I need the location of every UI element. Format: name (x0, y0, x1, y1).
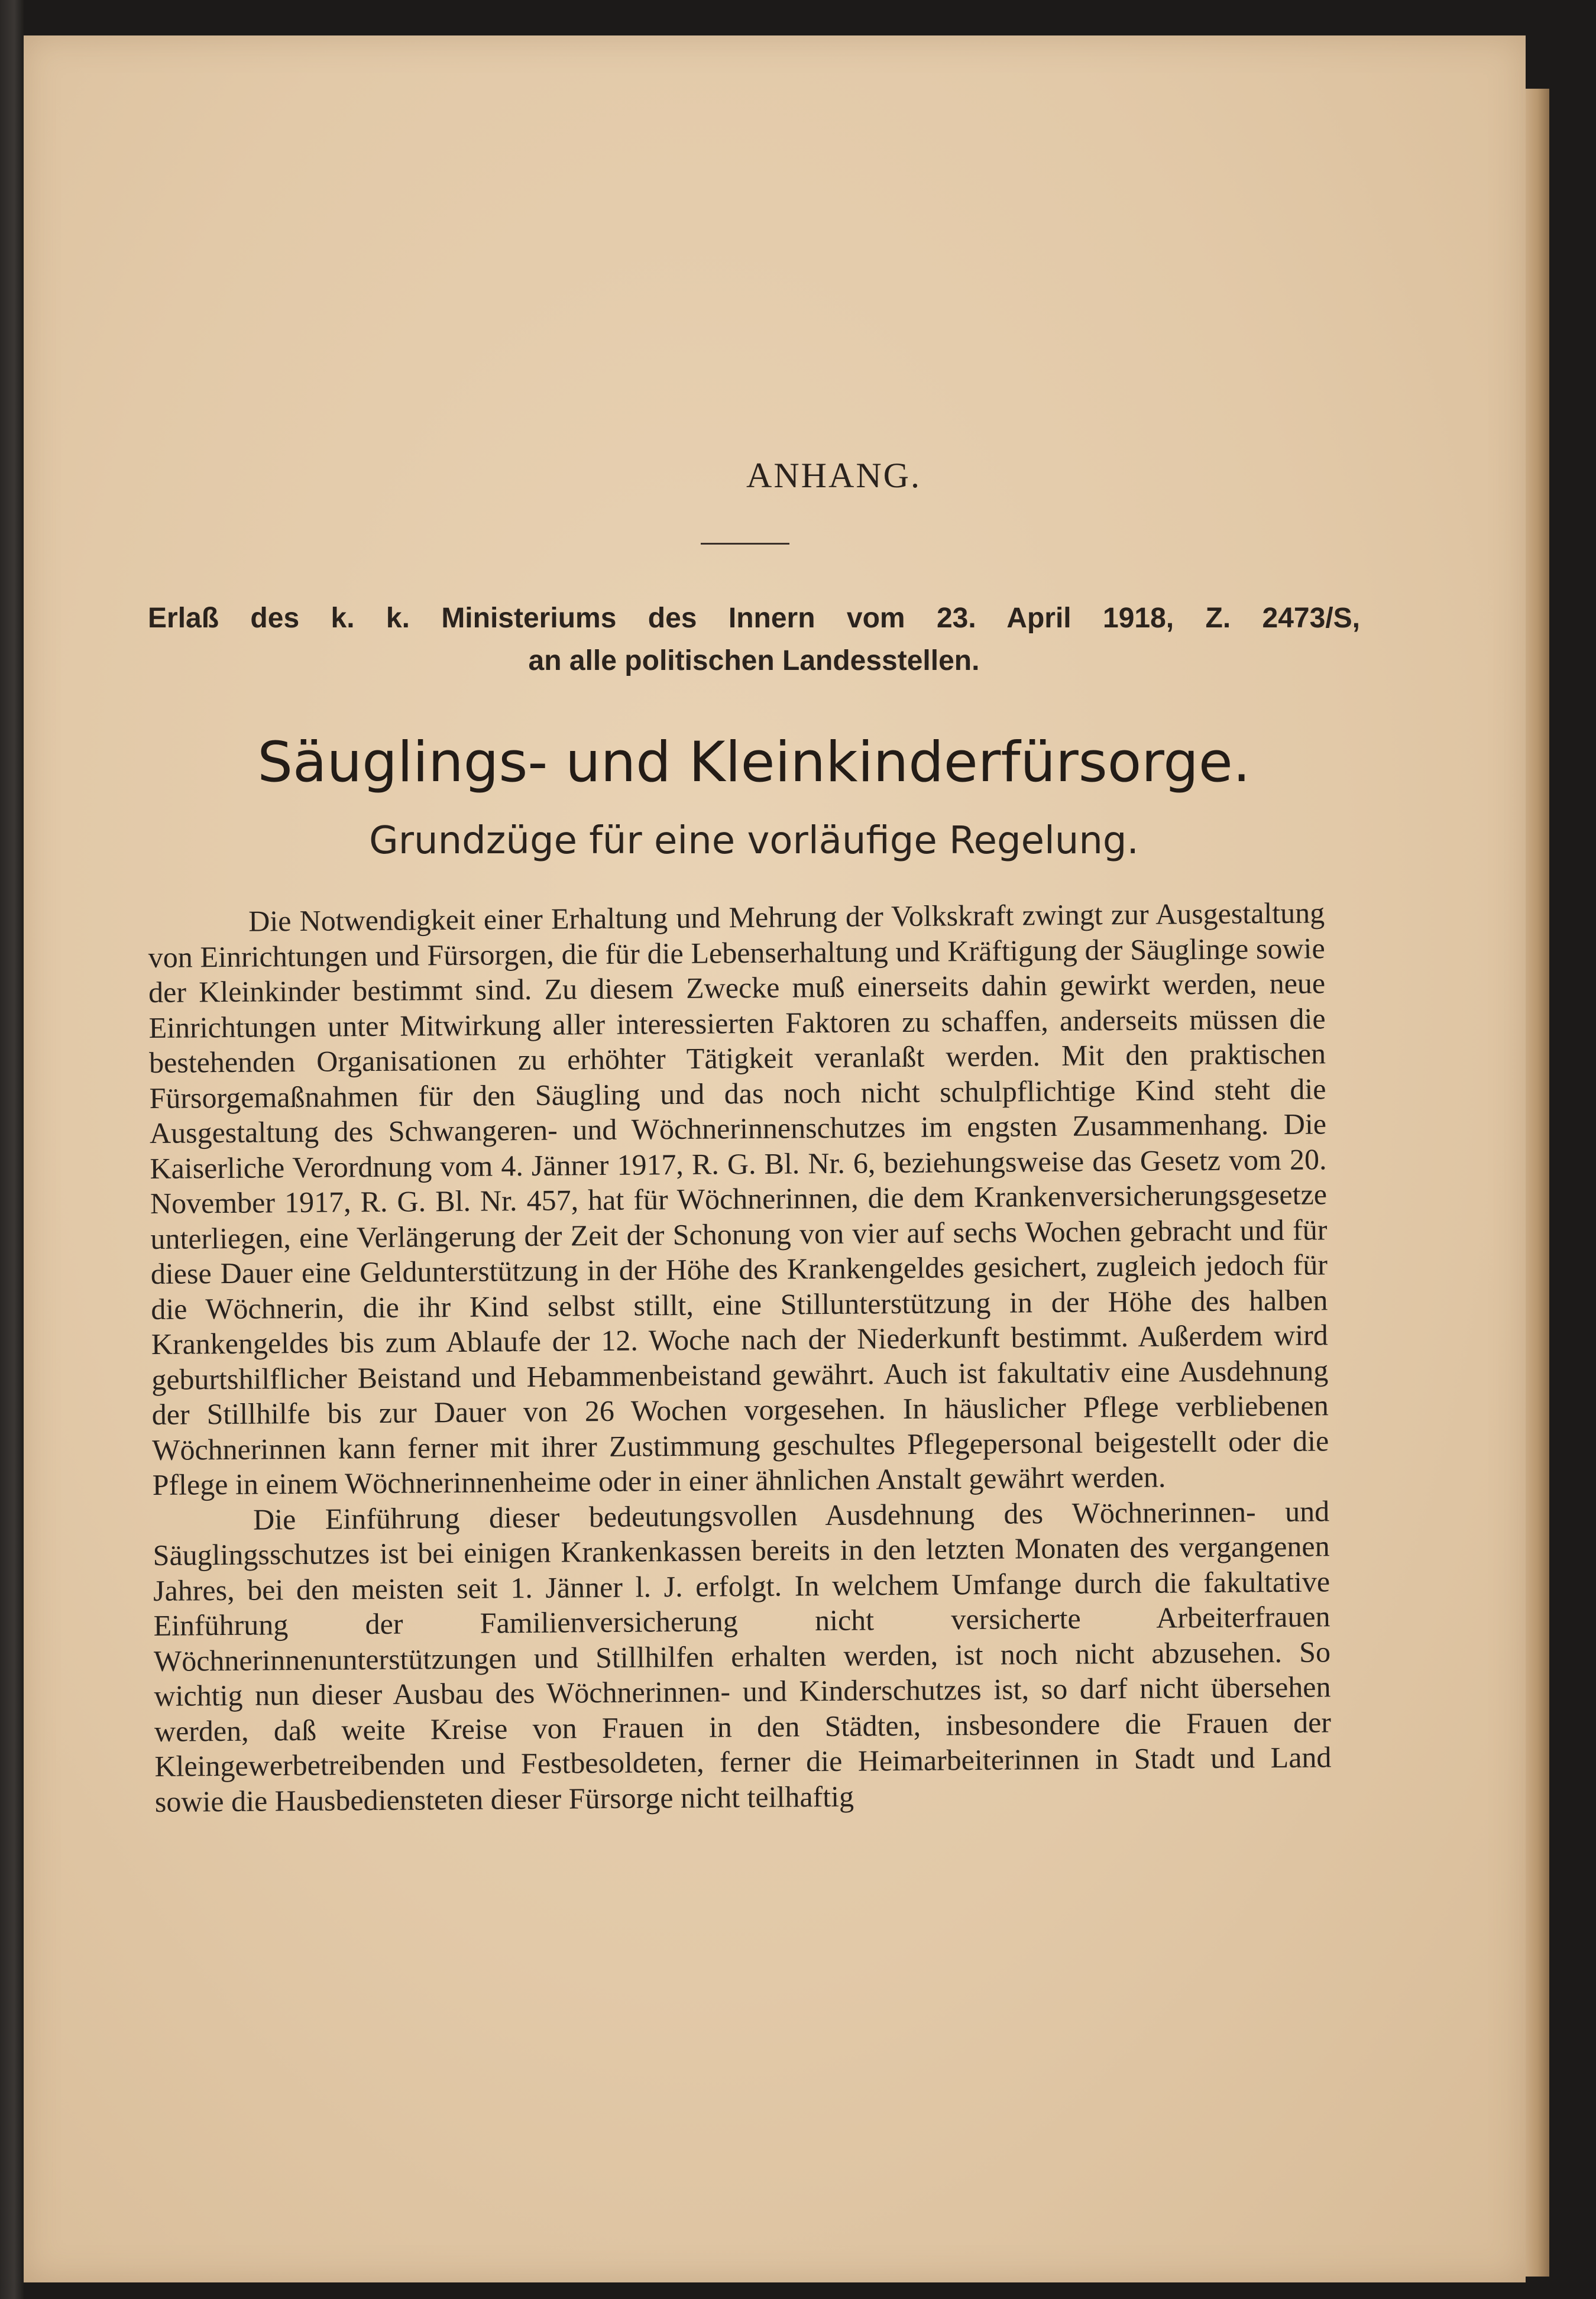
document-subtitle: Grundzüge für eine vorläufige Regelung. (369, 819, 1139, 863)
page-edge (1526, 89, 1549, 2277)
appendix-heading: ANHANG. (746, 456, 921, 495)
heading-divider (701, 543, 789, 545)
body-text (148, 895, 1332, 1819)
decree-line-1: Erlaß des k. k. Ministeriums des Innern vom 23. April 1918, Z. 2473/S, (148, 603, 1360, 634)
paragraph-2: Die Einführung dieser bedeutungsvollen Ausdehnung des Wöchnerinnen- und Säuglingsschutzes ist bei einigen Krankenkassen bereits in den letzten Monaten des vergangenen Jahres, bei den meisten seit 1. Jänner l. J. erfolgt. In welchem Umfange durch die fakultative Einführung der Familienversicherung nicht versicherte Arbeiterfrauen Wöchnerinnenunterstützungen und Stillhilfen erhalten werden, ist noch nicht abzusehen. So wichtig nun dieser Ausbau des Wöchnerinnen- und Kinderschutzes ist, so darf nicht übersehen werden, daß weite Kreise von Frauen in den Städten, insbesondere die Frauen der Kleingewerbetreibenden und Festbesoldeten, ferner die Heimarbeiterinnen in Stadt und Land sowie die Hausbediensteten dieser Fürsorge nicht teilhaftig (153, 1494, 1332, 1818)
document-title: Säuglings- und Kleinkinderfürsorge. (257, 730, 1251, 795)
decree-line-2: an alle politischen Landesstellen. (528, 645, 980, 676)
book-binding (0, 0, 24, 2299)
decree-reference (148, 597, 1360, 682)
paragraph-1: Die Notwendigkeit einer Erhaltung und Mehrung der Volkskraft zwingt zur Ausgestaltung von Einrichtungen und Fürsorgen, die für die Lebenserhaltung und Kräftigung der Säuglinge sowie der Kleinkinder bestimmt sind. Zu diesem Zwecke muß einerseits dahin gewirkt werden, neue Einrichtungen unter Mitwirkung aller interessierten Faktoren zu schaffen, anderseits müssen die bestehenden Organisationen zu erhöhter Tätigkeit veranlaßt werden. Mit den praktischen Fürsorgemaßnahmen für den Säugling und das noch nicht schulpflichtige Kind steht die Ausgestaltung des Schwangeren- und Wöchnerinnenschutzes im engsten Zusammenhang. Die Kaiserliche Verordnung vom 4. Jänner 1917, R. G. Bl. Nr. 6, beziehungsweise das Gesetz vom 20. November 1917, R. G. Bl. Nr. 457, hat für Wöchnerinnen, die dem Krankenversicherungsgesetze unterliegen, eine Verlängerung der Zeit der Schonung von vier auf sechs Wochen gebracht und für diese Dauer eine Geldunterstützung in der Höhe des Krankengeldes gesichert, zugleich jedoch für die Wöchnerin, die ihr Kind selbst stillt, eine Stillunterstützung in der Höhe des halben Krankengeldes bis zum Ablaufe der 12. Woche nach der Niederkunft bestimmt. Außerdem wird geburtshilflicher Beistand und Hebammenbeistand gewährt. Auch ist fakultativ eine Ausdehnung der Stillhilfe bis zur Dauer von 26 Wochen vorgesehen. In häuslicher Pflege verbliebenen Wöchnerinnen kann ferner mit ihrer Zustimmung geschultes Pflegepersonal beigestellt oder die Pflege in einem Wöchnerinnenheime oder in einer ähnlichen Anstalt gewährt werden. (148, 896, 1329, 1501)
